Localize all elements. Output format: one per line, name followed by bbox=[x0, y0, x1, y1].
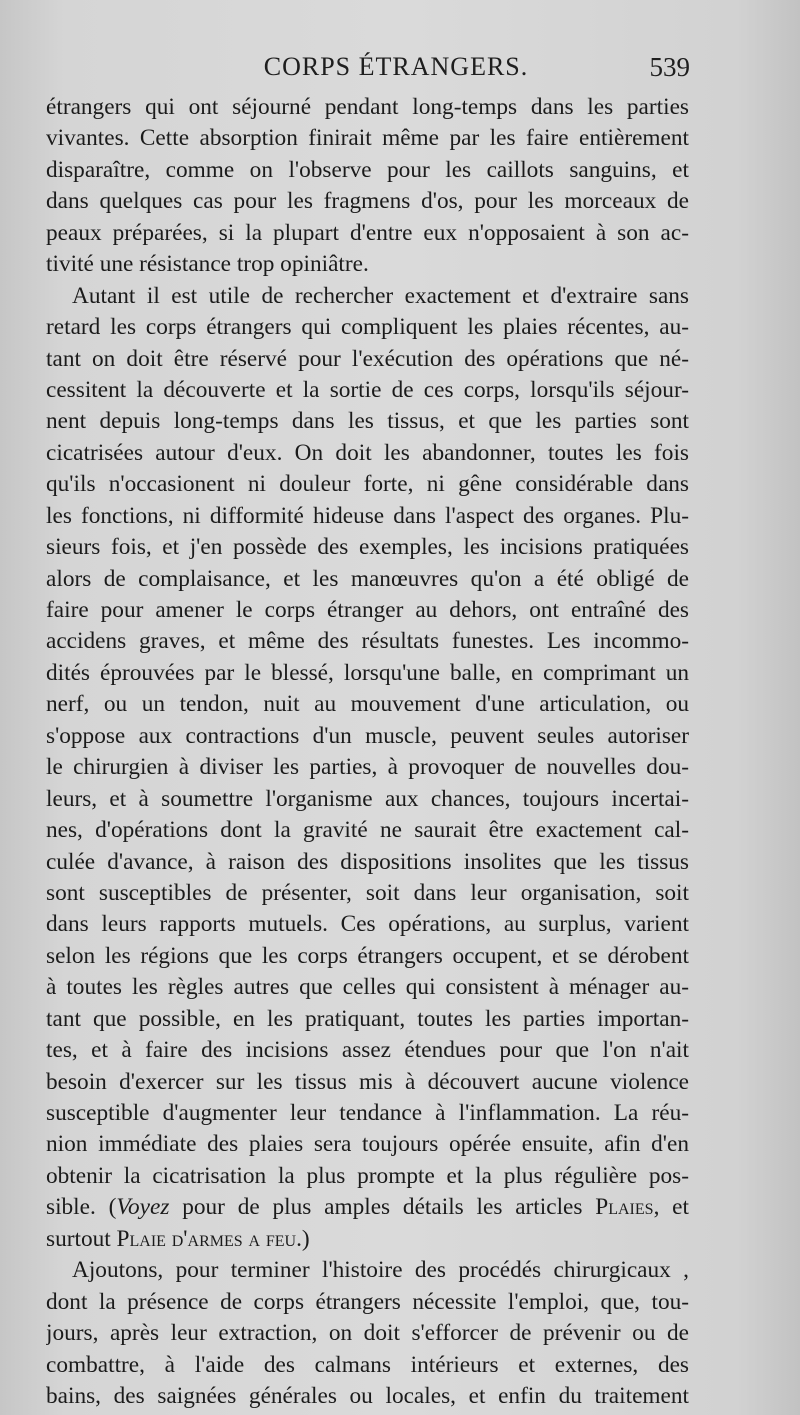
text-line: nent depuis long-temps dans les tissus, et que les parties sont bbox=[46, 408, 689, 435]
text-line: cicatrisées autour d'eux. On doit les abandonner, toutes les fois bbox=[46, 439, 689, 466]
body-text bbox=[46, 92, 689, 1412]
paragraph-first-line: Autant il est utile de rechercher exactement et d'extraire sans bbox=[72, 282, 689, 309]
text-line: dont la présence de corps étrangers nécessite l'emploi, que, tou- bbox=[46, 1288, 689, 1315]
text-line: selon les régions que les corps étrangers occupent, et se dérobent bbox=[46, 942, 689, 969]
text-line: dans leurs rapports mutuels. Ces opérations, au surplus, varient bbox=[46, 911, 689, 938]
text-line: dans quelques cas pour les fragmens d'os, pour les morceaux de bbox=[46, 188, 689, 215]
text-segment: .) bbox=[296, 1225, 310, 1252]
text-segment: pour de plus amples détails les articles bbox=[169, 1194, 596, 1221]
text-line: obtenir la cicatrisation la plus prompte et la plus régulière pos- bbox=[46, 1162, 689, 1189]
text-line: tes, et à faire des incisions assez étendues pour que l'on n'ait bbox=[46, 1037, 689, 1064]
text-line: culée d'avance, à raison des dispositions insolites que les tissus bbox=[46, 848, 689, 875]
running-title: CORPS ÉTRANGERS. bbox=[263, 52, 529, 81]
text-line: nerf, ou un tendon, nuit au mouvement d'une articulation, ou bbox=[46, 691, 689, 718]
text-line: dités éprouvées par le blessé, lorsqu'une balle, en comprimant un bbox=[46, 659, 689, 686]
text-line: qu'ils n'occasionent ni douleur forte, ni gêne considérable dans bbox=[46, 471, 689, 498]
text-line: bains, des saignées générales ou locales, et enfin du traitement bbox=[46, 1382, 689, 1409]
text-line: disparaître, comme on l'observe pour les caillots sanguins, et bbox=[46, 156, 689, 183]
text-line: alors de complaisance, et les manœuvres qu'on a été obligé de bbox=[46, 565, 689, 592]
text-line: tant que possible, en les pratiquant, toutes les parties importan- bbox=[46, 1005, 689, 1032]
text-line: peaux préparées, si la plupart d'entre eux n'opposaient à son ac- bbox=[46, 219, 689, 246]
text-line: jours, après leur extraction, on doit s'efforcer de prévenir ou de bbox=[46, 1320, 689, 1347]
text-line-cross-reference bbox=[46, 1192, 689, 1223]
running-header bbox=[46, 52, 690, 88]
text-line: sont susceptibles de présenter, soit dans leur organisation, soit bbox=[46, 879, 689, 906]
text-line: sieurs fois, et j'en possède des exemples, les incisions pratiquées bbox=[46, 534, 689, 561]
text-line: le chirurgien à diviser les parties, à provoquer de nouvelles dou- bbox=[46, 754, 689, 781]
italic-voyez: Voyez bbox=[116, 1194, 170, 1221]
text-segment: surtout bbox=[46, 1225, 117, 1252]
text-segment: sible. ( bbox=[46, 1194, 117, 1221]
article-reference-plaies: Plaies bbox=[595, 1194, 654, 1221]
page-number: 539 bbox=[649, 52, 690, 82]
text-line: combattre, à l'aide des calmans intérieurs et externes, des bbox=[46, 1351, 689, 1378]
text-line: besoin d'exercer sur les tissus mis à découvert aucune violence bbox=[46, 1068, 689, 1095]
text-line: cessitent la découverte et la sortie de ces corps, lorsqu'ils séjour- bbox=[46, 376, 689, 403]
text-line: nion immédiate des plaies sera toujours opérée ensuite, afin d'en bbox=[46, 1131, 689, 1158]
text-line: étrangers qui ont séjourné pendant long-temps dans les parties bbox=[46, 94, 689, 120]
text-line: tivité une résistance trop opiniâtre. bbox=[46, 251, 369, 278]
text-line: tant on doit être réservé pour l'exécution des opérations que né- bbox=[46, 345, 689, 372]
text-line: vivantes. Cette absorption finirait même par les faire entièrement bbox=[46, 125, 689, 152]
text-line: leurs, et à soumettre l'organisme aux chances, toujours incertai- bbox=[46, 785, 689, 812]
text-line: à toutes les règles autres que celles qui consistent à ménager au- bbox=[46, 974, 689, 1001]
paragraph-first-line: Ajoutons, pour terminer l'histoire des procédés chirurgicaux , bbox=[72, 1257, 689, 1284]
text-line-cross-reference bbox=[46, 1224, 689, 1255]
article-reference-plaie-armes-feu: Plaie d'armes a feu bbox=[116, 1225, 297, 1252]
text-line: s'oppose aux contractions d'un muscle, peuvent seules autoriser bbox=[46, 722, 689, 749]
text-line: accidens graves, et même des résultats funestes. Les incommo- bbox=[46, 628, 689, 655]
text-line: retard les corps étrangers qui compliquent les plaies récentes, au- bbox=[46, 314, 689, 341]
text-line: les fonctions, ni difformité hideuse dans l'aspect des organes. Plu- bbox=[46, 502, 689, 529]
text-line: faire pour amener le corps étranger au dehors, ont entraîné des bbox=[46, 597, 689, 623]
text-line: nes, d'opérations dont la gravité ne saurait être exactement cal- bbox=[46, 817, 689, 844]
text-line: susceptible d'augmenter leur tendance à l'inflammation. La réu- bbox=[46, 1100, 689, 1126]
text-segment: , et bbox=[653, 1194, 689, 1221]
